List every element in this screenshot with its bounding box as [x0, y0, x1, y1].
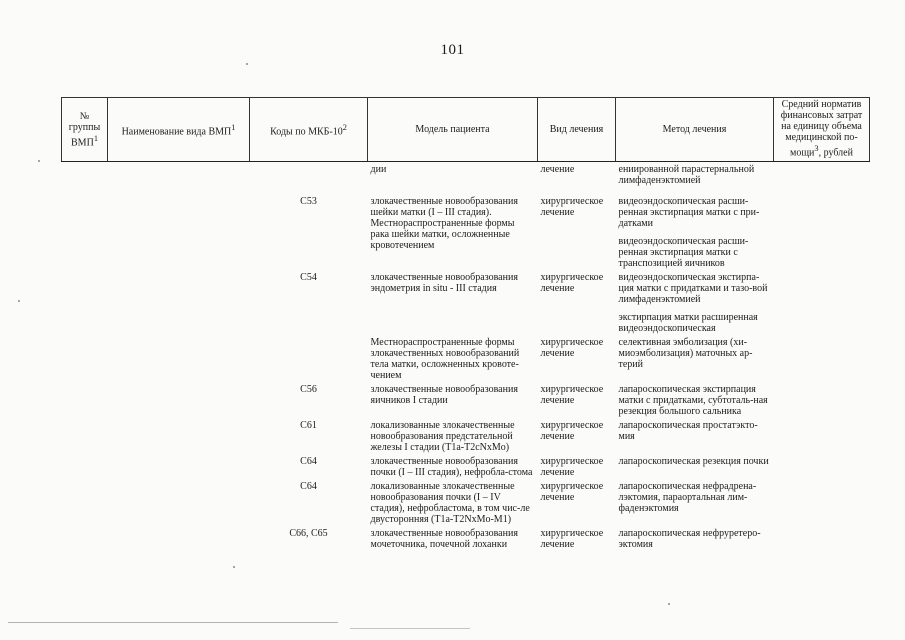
- treatment-method: видеоэндоскопическая экстирпа-ция матки с придатками и тазо-вой лимфаденэктомией: [618, 272, 768, 305]
- treatment-method: видеоэндоскопическая расши-ренная экстирпация матки с при-датками: [618, 196, 760, 229]
- scan-artifact-line: [8, 622, 338, 623]
- table-row: [62, 528, 870, 553]
- header-icd-codes: Коды по МКБ-$10^2$: [250, 98, 368, 162]
- treatment-methods: [616, 272, 774, 337]
- treatment-methods: [616, 337, 774, 384]
- patient-model: злокачественные новообразования почки (I – III стадия), нефробла-стома: [370, 456, 533, 478]
- treatment-type: хирургическое лечение: [540, 272, 604, 294]
- treatment-type: хирургическое лечение: [540, 456, 604, 478]
- vmp-table: [61, 97, 870, 553]
- treatment-method: селективная эмболизация (хи-миоэмболизация) маточных ар-терий: [618, 337, 753, 370]
- treatment-method: лапароскопическая простатэкто-мия: [618, 420, 758, 442]
- header-patient-model: Модель пациента: [368, 98, 538, 162]
- scan-speck: [18, 300, 20, 302]
- scan-speck: [38, 160, 40, 162]
- icd-code: C64: [300, 456, 317, 467]
- treatment-type: хирургическое лечение: [540, 420, 604, 442]
- icd-code: [250, 162, 368, 190]
- patient-model: злокачественные новообразования яичников I стадии: [370, 384, 518, 406]
- treatment-methods: [616, 481, 774, 528]
- patient-model: злокачественные новообразования шейки матки (I – III стадия). Местнораспространенные формы рака шейки матки, осложненные кровотечением: [370, 196, 518, 251]
- treatment-methods: [616, 456, 774, 481]
- patient-model: Местнораспространенные формы злокачественных новообразований тела матки, осложненных кровоте-чением: [370, 337, 520, 381]
- icd-code: C53: [300, 196, 317, 207]
- icd-code: C54: [300, 272, 317, 283]
- scan-speck: [246, 63, 248, 65]
- table-row: [62, 337, 870, 384]
- treatment-method: ениированной парастернальной лимфаденэктомией: [618, 164, 755, 186]
- table-row: [62, 162, 870, 190]
- icd-code: C61: [300, 420, 317, 431]
- treatment-methods: [616, 528, 774, 553]
- table-row: [62, 420, 870, 456]
- treatment-type: хирургическое лечение: [540, 481, 604, 503]
- table-row: [62, 196, 870, 272]
- treatment-method: лапароскопическая нефруретеро-эктомия: [618, 528, 761, 550]
- icd-code: C66, C65: [289, 528, 328, 539]
- treatment-method: лапароскопическая экстирпация матки с придатками, субтоталь-ная резекция большого сальника: [618, 384, 768, 417]
- patient-model: дии: [370, 164, 387, 175]
- treatment-methods: [616, 384, 774, 420]
- treatment-method: лапароскопическая резекция почки: [618, 456, 769, 467]
- table-header-row: [62, 98, 870, 162]
- treatment-methods: [616, 162, 774, 190]
- table-row: [62, 384, 870, 420]
- header-treatment-type: Вид лечения: [538, 98, 616, 162]
- header-cost-norm: Средний норматив финансовых затрат на единицу объема медицинской по- мощи$^3$, рублей: [774, 98, 870, 162]
- scan-speck: [233, 566, 235, 568]
- header-vmp-name: Наименование вида ВМП$^1$: [108, 98, 250, 162]
- treatment-type: лечение: [540, 164, 575, 175]
- treatment-methods: [616, 196, 774, 272]
- patient-model: локализованные злокачественные новообразования почки (I – IV стадия), нефробластома, в том чис-ле двусторонняя (T1a-T2NxMo-M1): [370, 481, 530, 525]
- treatment-type: хирургическое лечение: [540, 337, 604, 359]
- header-group-number: № группы ВМП$^1$: [62, 98, 108, 162]
- treatment-type: хирургическое лечение: [540, 528, 604, 550]
- treatment-type: хирургическое лечение: [540, 384, 604, 406]
- table-row: [62, 456, 870, 481]
- scan-artifact-line: [350, 628, 470, 629]
- page-number: 101: [440, 42, 465, 58]
- treatment-method: видеоэндоскопическая расши-ренная экстирпация матки с транспозицией яичников: [618, 236, 749, 269]
- icd-code: C56: [300, 384, 317, 395]
- treatment-method: экстирпация матки расширенная видеоэндоскопическая: [618, 312, 758, 334]
- table-row: [62, 481, 870, 528]
- patient-model: злокачественные новообразования мочеточника, почечной лоханки: [370, 528, 518, 550]
- treatment-method: лапароскопическая нефрадрена-лэктомия, параортальная лим-фаденэктомия: [618, 481, 757, 514]
- patient-model: злокачественные новообразования эндометрия in situ - III стадия: [370, 272, 518, 294]
- treatment-type: хирургическое лечение: [540, 196, 604, 218]
- header-treatment-method: Метод лечения: [616, 98, 774, 162]
- treatment-methods: [616, 420, 774, 456]
- scan-speck: [668, 603, 670, 605]
- patient-model: локализованные злокачественные новообразования предстательной железы I стадии (T1a-T2cNxMo): [370, 420, 515, 453]
- icd-code: C64: [300, 481, 317, 492]
- table-row: [62, 272, 870, 337]
- icd-code: [250, 337, 368, 384]
